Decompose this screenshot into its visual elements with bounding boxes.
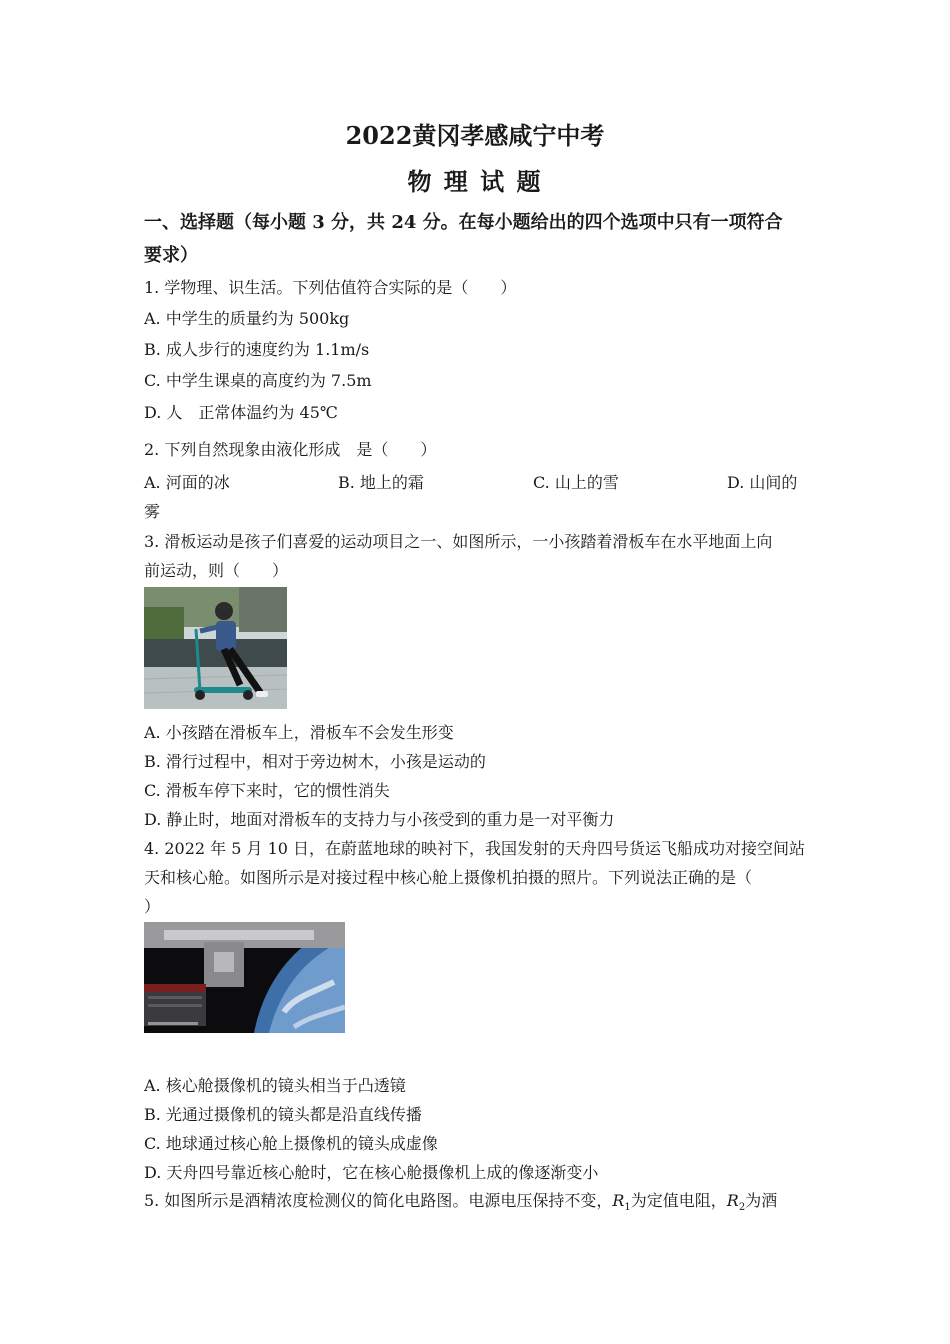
q1-option-c: C. 中学生课桌的高度约为 7.5m: [144, 371, 372, 390]
q2-option-c: C. 山上的雪: [533, 473, 619, 492]
q2-option-a: A. 河面的冰: [144, 473, 230, 492]
q4-stem-cont-2: ）: [144, 897, 161, 916]
q1-option-b: B. 成人步行的速度约为 1.1m/s: [144, 340, 370, 359]
q2-option-d-cont: 雾: [144, 502, 161, 521]
q2-stem: 2. 下列自然现象由液化形成 是（ ）: [144, 440, 437, 459]
q5-stem-end: 为酒: [745, 1191, 778, 1210]
q2-option-d: D. 山间的: [727, 473, 798, 492]
r2-symbol: R: [726, 1191, 739, 1210]
q1-option-a: A. 中学生的质量约为 500kg: [144, 309, 350, 328]
r1-symbol: R: [612, 1191, 625, 1210]
q2-option-b: B. 地上的霜: [338, 473, 424, 492]
scooter-photo: [144, 587, 287, 709]
r2-subscript: 2: [738, 1202, 746, 1214]
q5-stem: [144, 1188, 777, 1213]
q3-option-c: C. 滑板车停下来时，它的惯性消失: [144, 781, 390, 800]
q3-option-b: B. 滑行过程中，相对于旁边树木，小孩是运动的: [144, 752, 486, 771]
section-heading: 一、选择题（每小题 3 分，共 24 分。在每小题给出的四个选项中只有一项符合: [144, 212, 783, 233]
q1-stem: 1. 学物理、识生活。下列估值符合实际的是（ ）: [144, 278, 517, 297]
q4-option-d: D. 天舟四号靠近核心舱时，它在核心舱摄像机上成的像逐渐变小: [144, 1163, 599, 1182]
r1-subscript: 1: [624, 1202, 631, 1214]
spacecraft-photo: [144, 922, 345, 1033]
page-title: 2022黄冈孝感咸宁中考: [345, 121, 605, 150]
q4-option-c: C. 地球通过核心舱上摄像机的镜头成虚像: [144, 1134, 438, 1153]
page-subtitle: 物 理 试 题: [407, 167, 543, 196]
q3-stem: 3. 滑板运动是孩子们喜爱的运动项目之一、如图所示，一小孩踏着滑板车在水平地面上向: [144, 532, 773, 551]
q3-stem-cont: 前运动，则（ ）: [144, 561, 289, 580]
q4-option-b: B. 光通过摄像机的镜头都是沿直线传播: [144, 1105, 422, 1124]
q4-stem-cont: 天和核心舱。如图所示是对接过程中核心舱上摄像机拍摄的照片。下列说法正确的是（: [144, 868, 753, 887]
q5-stem-text: 5. 如图所示是酒精浓度检测仪的简化电路图。电源电压保持不变，: [144, 1191, 613, 1210]
q5-stem-mid: 为定值电阻，: [630, 1191, 727, 1210]
section-heading-cont: 要求）: [144, 245, 198, 266]
q4-option-a: A. 核心舱摄像机的镜头相当于凸透镜: [144, 1076, 406, 1095]
q3-option-a: A. 小孩踏在滑板车上，滑板车不会发生形变: [144, 723, 454, 742]
q1-option-d: D. 人 正常体温约为 45℃: [144, 403, 338, 422]
q4-stem: 4. 2022 年 5 月 10 日，在蔚蓝地球的映衬下，我国发射的天舟四号货运飞船成功对接空间站: [144, 839, 806, 858]
q3-option-d: D. 静止时，地面对滑板车的支持力与小孩受到的重力是一对平衡力: [144, 810, 615, 829]
